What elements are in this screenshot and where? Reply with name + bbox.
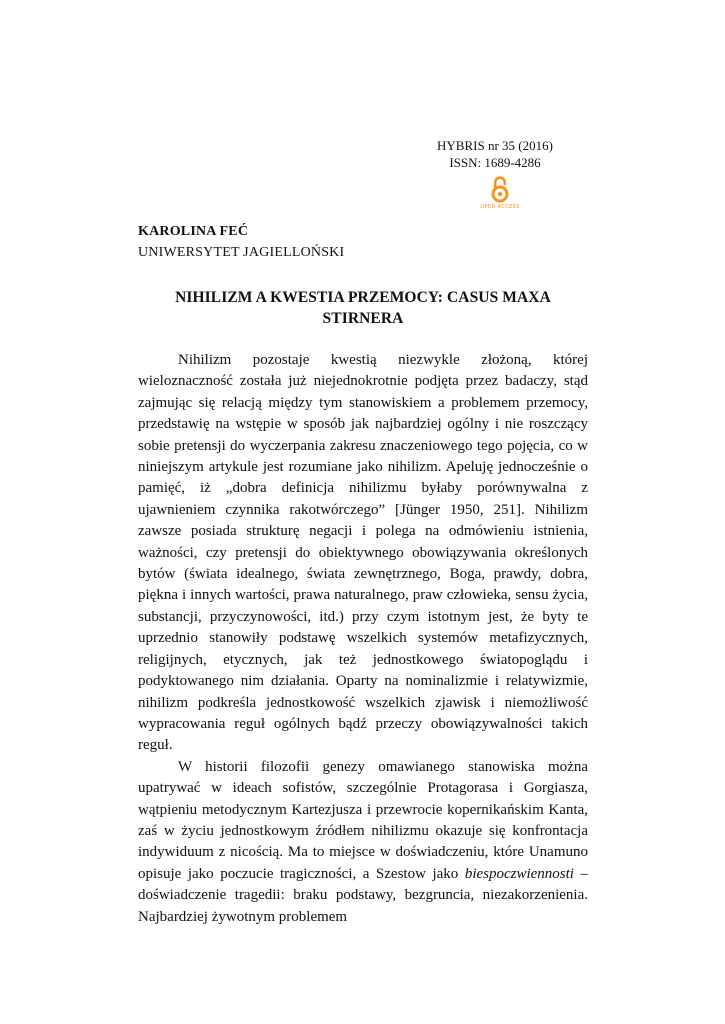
article-body <box>138 350 588 928</box>
journal-issue: HYBRIS nr 35 (2016) <box>437 138 553 153</box>
open-access-logo <box>472 176 528 210</box>
paragraph-2 <box>138 757 588 928</box>
article-title: NIHILIZM A KWESTIA PRZEMOCY: CASUS MAXA STIRNERA <box>175 289 551 327</box>
author-affiliation: UNIWERSYTET JAGIELLOŃSKI <box>138 245 345 260</box>
italic-term: biespoczwiennosti <box>464 865 574 882</box>
issn: ISSN: 1689-4286 <box>449 155 541 170</box>
author-name: KAROLINA FEĆ <box>138 224 249 239</box>
paragraph-2-text-b: – doświadczenie tragedii: braku podstawy, bezgruncia, niezakorzenienia. Najbardziej żywotnym problemem <box>138 865 589 925</box>
paragraph-1: Nihilizm pozostaje kwestią niezwykle złożoną, której wieloznaczność została już niejednokrotnie podjęta przez badaczy, stąd zajmując się relacją między tym stanowiskiem a problemem przemocy, przedstawię na wstępie w sposób jak najbardziej ogólny i nie roszczący sobie pretensji do wyczerpania zakresu znaczeniowego tego pojęcia, co w niniejszym artykule jest rozumiane jako nihilizm. Apeluję jednocześnie o pamięć, iż „dobra definicja nihilizmu byłaby porównywalna z ujawnieniem czynnika rakotwórczego” [Jünger 1950, 251]. Nihilizm zawsze posiada strukturę negacji i polega na odmówieniu istnienia, ważności, czy pretensji do obiektywnego obowiązywania określonych bytów (świata idealnego, świata zewnętrznego, Boga, prawdy, dobra, piękna i innych wartości, prawa naturalnego, praw człowieka, sensu życia, substancji, przyczynowości, itd.) przy czym istotnym jest, że byty te uprzednio stanowiły podstawę wszelkich systemów metafizycznych, religijnych, etycznych, jak też jednostkowego światopoglądu i podyktowanego nim działania. Oparty na nominalizmie i relatywizmie, nihilizm podkreśla jednostkowość wszelkich zjawisk i niemożliwość wypracowania reguł ogólnych bądź przeczy obowiązywalności takich reguł. <box>138 352 588 754</box>
open-access-label: OPEN ACCESS <box>480 204 520 210</box>
open-access-lock-icon <box>491 176 509 203</box>
paragraph-2-text-a: W historii filozofii genezy omawianego stanowiska można upatrywać w ideach sofistów, szczególnie Protagorasa i Gorgiasza, wątpieniu metodycznym Kartezjusza i przewrocie kopernikańskim Kanta, zaś w życiu jednostkowym źródłem nihilizmu okazuje się konfrontacja indywiduum z nicością. Ma to miejsce w doświadczeniu, które Unamuno opisuje jako poczucie tragiczności, a Szestow jako <box>138 758 588 882</box>
